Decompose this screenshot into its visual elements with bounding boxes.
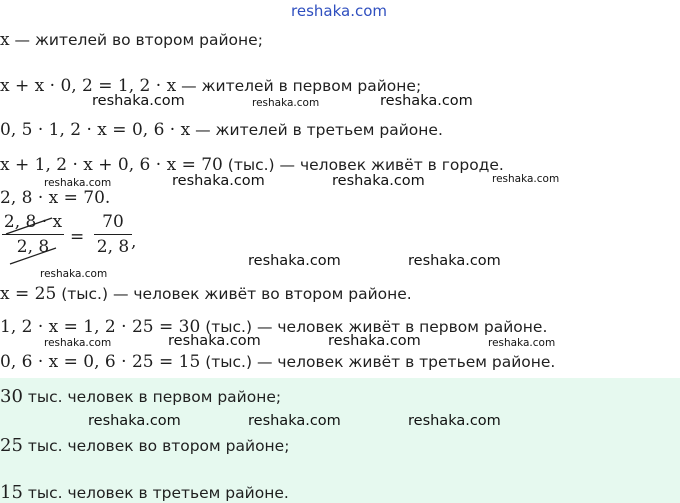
unit: (тыс.) [222, 156, 275, 174]
answer-text: тыс. человек в первом районе; [22, 388, 282, 406]
top-watermark[interactable]: reshaka.com [291, 2, 387, 20]
fraction-numerator: 70 [102, 212, 124, 232]
comma: , [131, 232, 137, 252]
watermark: reshaka.com [332, 173, 425, 189]
line-4 [0, 155, 504, 175]
watermark: reshaka.com [252, 97, 320, 109]
math-expression: x = 25 [0, 284, 57, 304]
watermark: reshaka.com [172, 173, 265, 189]
line-text: — жителей в третьем районе. [190, 121, 443, 139]
answer-line-3 [0, 482, 289, 503]
math-expression: x + x · 0, 2 = 1, 2 · x [0, 76, 177, 96]
math-expression: 0, 5 · 1, 2 · x = 0, 6 · x [0, 120, 191, 140]
line-9 [0, 352, 555, 372]
line-text: — человек живёт в первом районе. [252, 318, 548, 336]
fraction-bar [94, 234, 132, 235]
answer-text: тыс. человек в третьем районе. [22, 484, 289, 502]
watermark: reshaka.com [492, 173, 560, 185]
watermark: reshaka.com [44, 337, 112, 349]
fraction-rhs [94, 212, 132, 257]
answer-number: 15 [0, 482, 23, 503]
line-7 [0, 284, 412, 304]
line-text: — человек живёт в городе. [274, 156, 504, 174]
watermark: reshaka.com [248, 413, 341, 429]
line-text: — жителей во втором районе; [9, 31, 263, 49]
watermark: reshaka.com [488, 337, 556, 349]
watermark: reshaka.com [408, 413, 501, 429]
line-2 [0, 76, 421, 96]
line-1 [0, 30, 263, 50]
line-8 [0, 317, 547, 337]
watermark: reshaka.com [380, 93, 473, 109]
answer-text: тыс. человек во втором районе; [22, 437, 290, 455]
math-expression: x + 1, 2 · x + 0, 6 · x = 70 [0, 155, 223, 175]
math-expression: 1, 2 · x = 1, 2 · 25 = 30 [0, 317, 201, 337]
answer-line-2 [0, 435, 289, 456]
unit: (тыс.) [200, 353, 253, 371]
fraction-numerator: 2, 8 · x [3, 212, 63, 232]
math-expression: 0, 6 · x = 0, 6 · 25 = 15 [0, 352, 201, 372]
line-3 [0, 120, 443, 140]
watermark: reshaka.com [92, 93, 185, 109]
watermark: reshaka.com [328, 333, 421, 349]
unit: (тыс.) [56, 285, 109, 303]
answer-line-1 [0, 386, 281, 407]
cancel-strike-icon [0, 210, 70, 270]
watermark: reshaka.com [248, 253, 341, 269]
watermark: reshaka.com [44, 177, 112, 189]
unit: (тыс.) [200, 318, 253, 336]
line-5 [0, 188, 110, 208]
watermark: reshaka.com [408, 253, 501, 269]
fraction-denominator: 2, 8 [16, 237, 50, 257]
watermark: reshaka.com [40, 268, 108, 280]
line-text: — человек живёт в третьем районе. [252, 353, 556, 371]
fraction-denominator: 2, 8 [96, 237, 130, 257]
watermark: reshaka.com [88, 413, 181, 429]
watermark: reshaka.com [168, 333, 261, 349]
answer-number: 30 [0, 386, 23, 407]
answer-number: 25 [0, 435, 23, 456]
line-text: — жителей в первом районе; [176, 77, 422, 95]
math-expression: x [0, 30, 10, 50]
math-expression: 2, 8 · x = 70. [0, 188, 111, 208]
equals-sign: = [70, 227, 85, 247]
line-text: — человек живёт во втором районе. [108, 285, 412, 303]
